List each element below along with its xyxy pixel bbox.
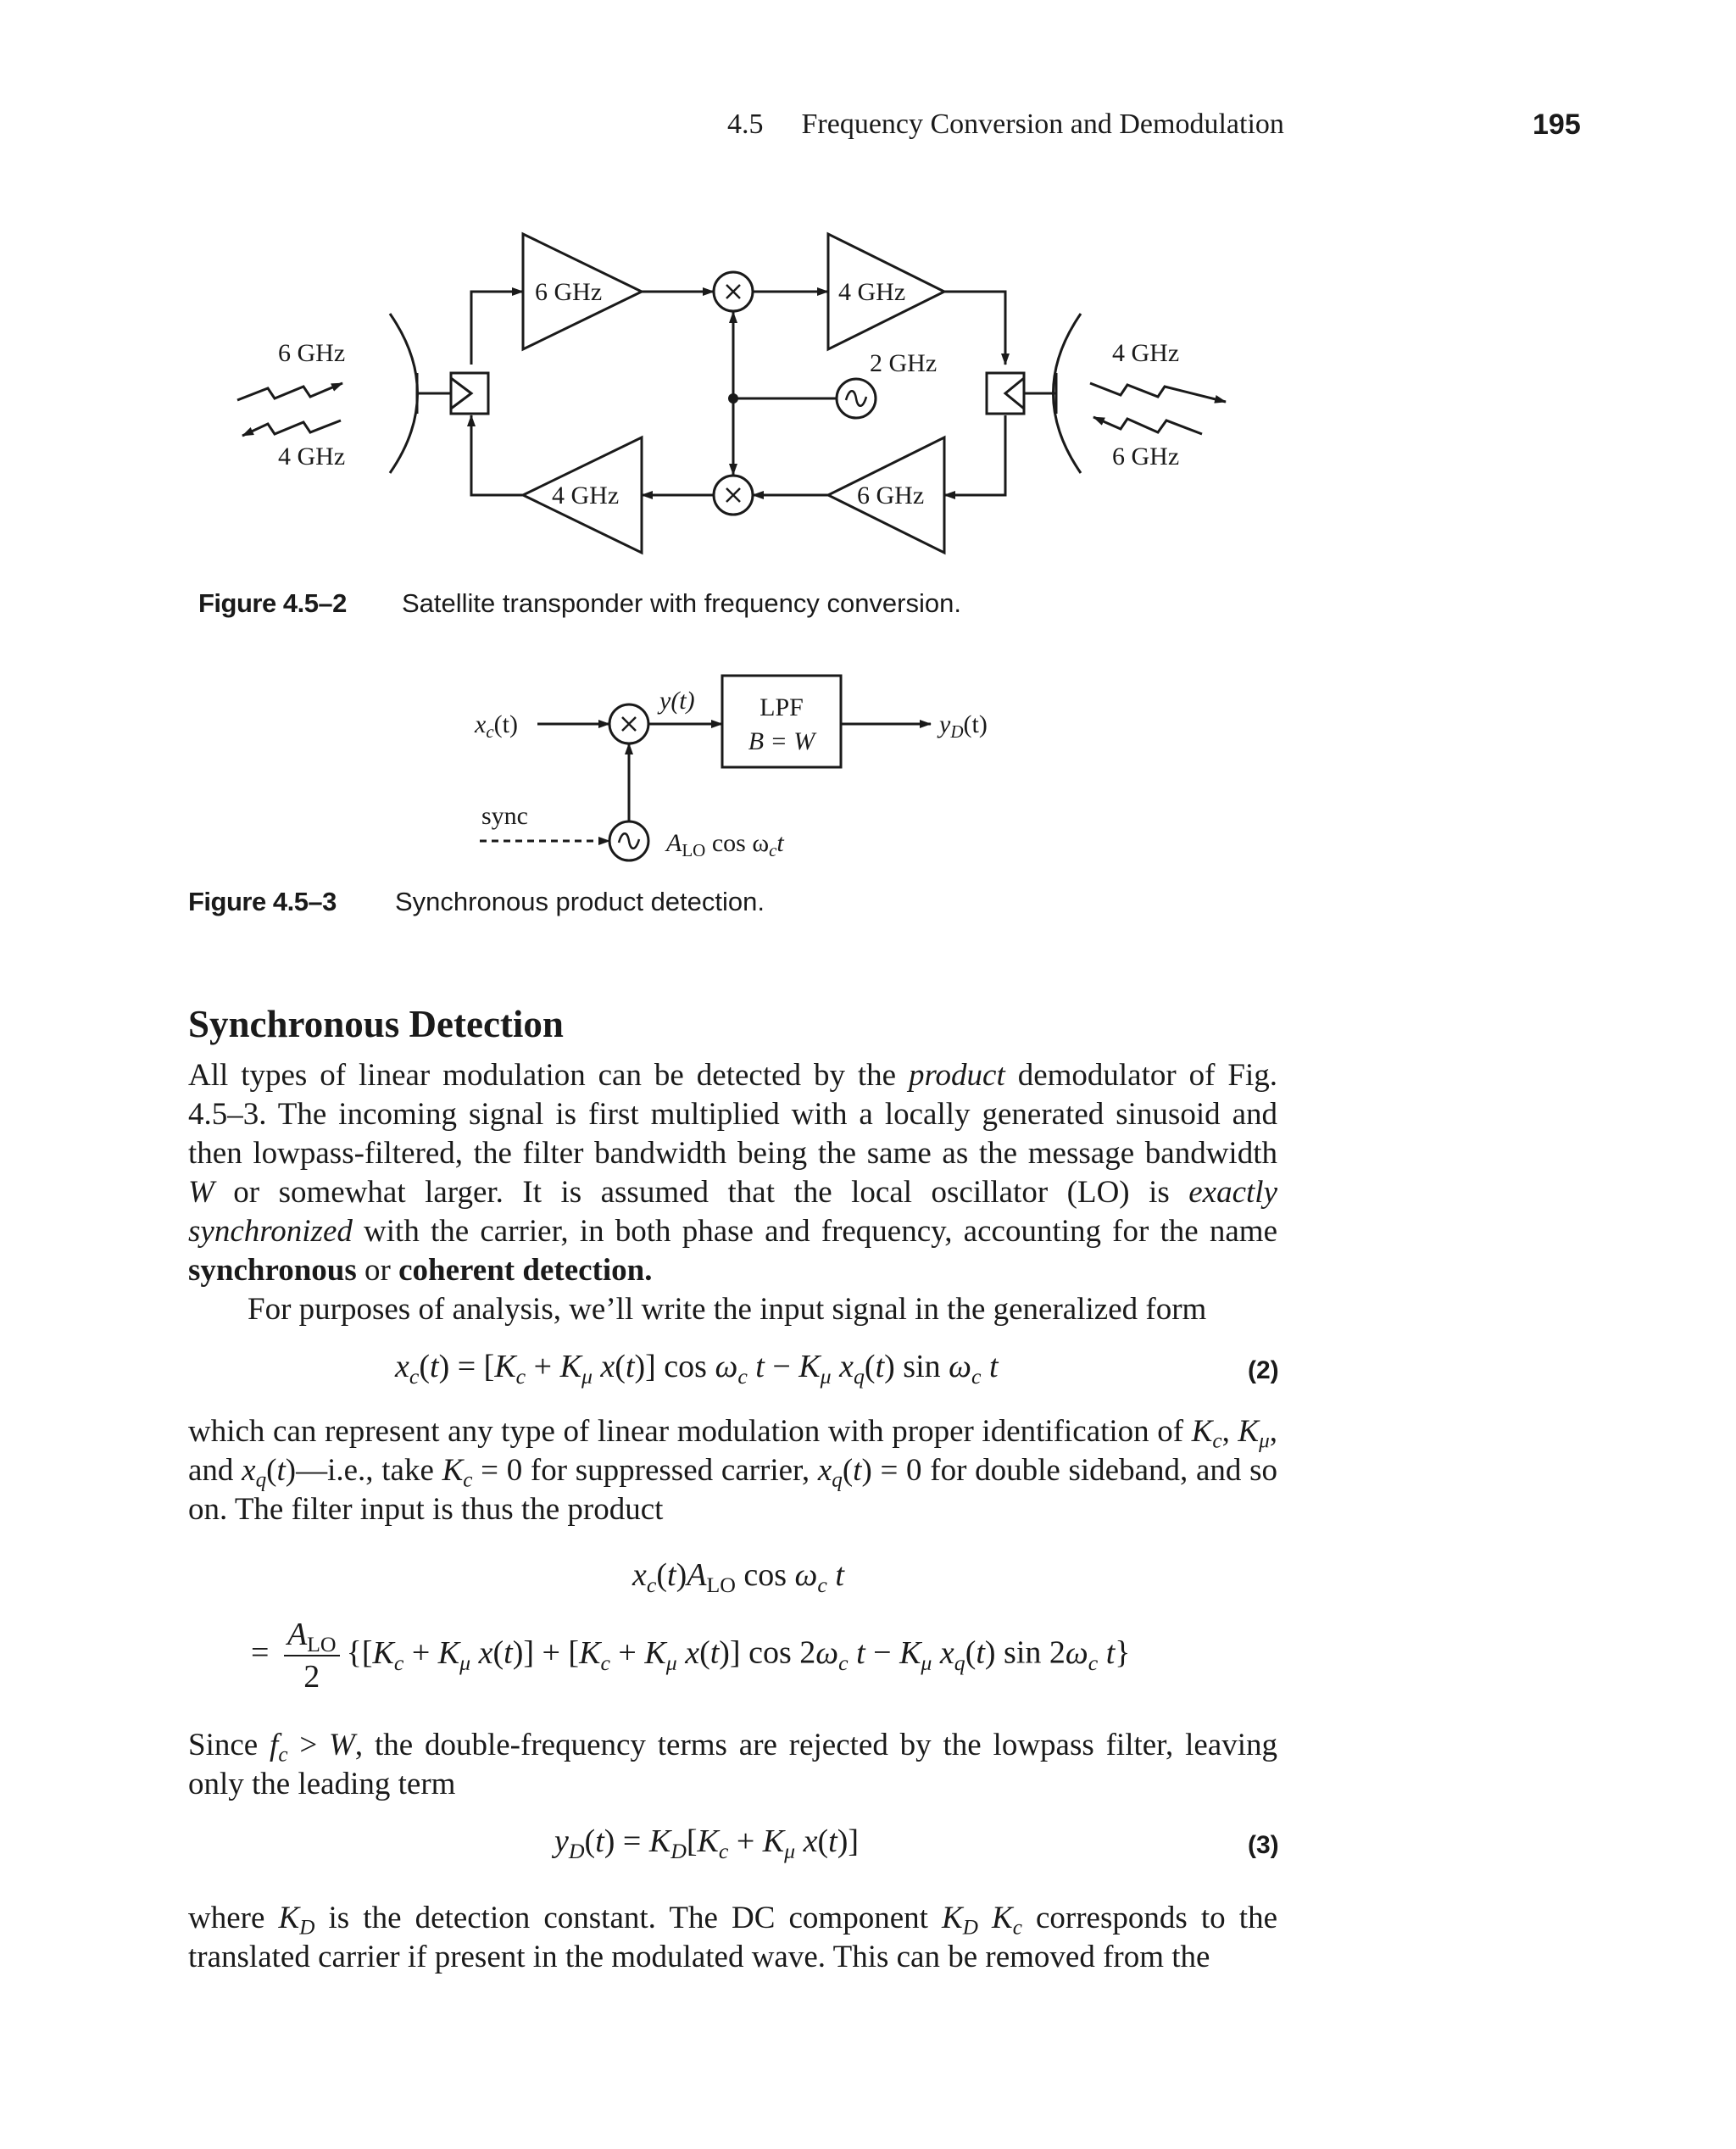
figure-caption-4-5-3 xyxy=(188,887,765,917)
running-header xyxy=(727,109,1284,141)
label-left-downlink: 4 GHz xyxy=(278,443,346,470)
paragraph-5: where $K_D$ is the detection constant. The DC component $K_D$ $K_c$ corresponds to the translated carrier if present in the modulated wave. This can be removed from the xyxy=(188,1901,1277,1974)
label-output-signal: $y_D(t)$ xyxy=(939,710,988,742)
page-number: 195 xyxy=(1533,109,1581,141)
label-input-signal: $x_c(t)$ xyxy=(475,710,518,742)
label-right-downlink: 4 GHz xyxy=(1112,339,1180,367)
paragraph-1: All types of linear modulation can be detected by the product demodulator of Fig. 4.5–3. The incoming signal is first multiplied with a locally generated sinusoid and then lowpass-filtered, the filter bandwidth being the same as the message bandwidth W or somewhat larger. It is assumed that the local oscillator (LO) is exactly synchronized with the carrier, in both phase and frequency, accounting for the name synchronous or coherent detection. xyxy=(188,1058,1278,1288)
paragraph-2: For purposes of analysis, we’ll write the input signal in the generalized form xyxy=(248,1292,1207,1327)
header-title: Frequency Conversion and Demodulation xyxy=(801,109,1284,140)
equation-3: $y_D(t) = K_D[K_c + K_\mu$ x(t)] xyxy=(554,1823,860,1863)
label-amp-4ghz-up: 4 GHz xyxy=(838,278,906,306)
label-lo-signal: $A_{LO}$ $\cos \omega_ct$ xyxy=(666,829,784,860)
equation-3-number: (3) xyxy=(1248,1831,1279,1859)
header-section-number: 4.5 xyxy=(727,109,764,140)
label-sync: sync xyxy=(481,802,528,830)
label-lpf-bandwidth: B = W xyxy=(748,727,815,755)
paragraph-4: Since $f_c > W$, the double-frequency terms are rejected by the lowpass filter, leaving only the leading term xyxy=(188,1728,1277,1801)
label-lpf: LPF xyxy=(760,693,804,721)
label-amp-6ghz-up: 6 GHz xyxy=(535,278,603,306)
caption-text: Synchronous product detection. xyxy=(395,887,765,916)
section-heading: Synchronous Detection xyxy=(188,1003,564,1045)
equation-2: $x_c(t) = [K_c + K_\mu$ x(t)] $\cos \omega_c$ $t - K_\mu$ $x_q(t)$ $\sin \omega_c$ t xyxy=(395,1349,999,1389)
equation-product: $x_c(t)A_{LO}$ $\cos \omega_c$ t xyxy=(632,1557,844,1597)
label-amp-4ghz-down: 4 GHz xyxy=(552,482,620,509)
label-lo-2ghz: 2 GHz xyxy=(870,349,938,377)
figure-satellite-transponder xyxy=(0,203,1736,593)
figure-product-detector xyxy=(0,670,1736,890)
antenna-dish-left xyxy=(390,314,418,473)
caption-label: Figure 4.5–3 xyxy=(188,887,337,916)
figure-caption-4-5-2 xyxy=(198,588,961,619)
paragraph-3: which can represent any type of linear modulation with proper identification of $K_c$, $K_\mu$, and $x_q(t)—i.e$., take $K_c = 0$ for suppressed carrier, $x_q(t) = 0$ for double sideband, and so on. The filter input is thus the product xyxy=(188,1414,1277,1527)
label-mixer-output: y(t) xyxy=(659,687,695,715)
label-amp-6ghz-down: 6 GHz xyxy=(857,482,925,509)
label-right-uplink: 6 GHz xyxy=(1112,443,1180,470)
equation-2-number: (2) xyxy=(1248,1356,1279,1384)
equation-product-expanded: = $\frac{A_{LO}}{2}$ {[$K_c + K_\mu$ $x(t)] + [K_c + K_\mu$ x(t)] $\cos 2\omega_c$ $t - K_\mu$ $x_q(t)$ $\sin 2\omega_c$ t} xyxy=(251,1617,1131,1695)
caption-label: Figure 4.5–2 xyxy=(198,588,347,618)
label-left-uplink: 6 GHz xyxy=(278,339,346,367)
caption-text: Satellite transponder with frequency conversion. xyxy=(402,588,961,618)
